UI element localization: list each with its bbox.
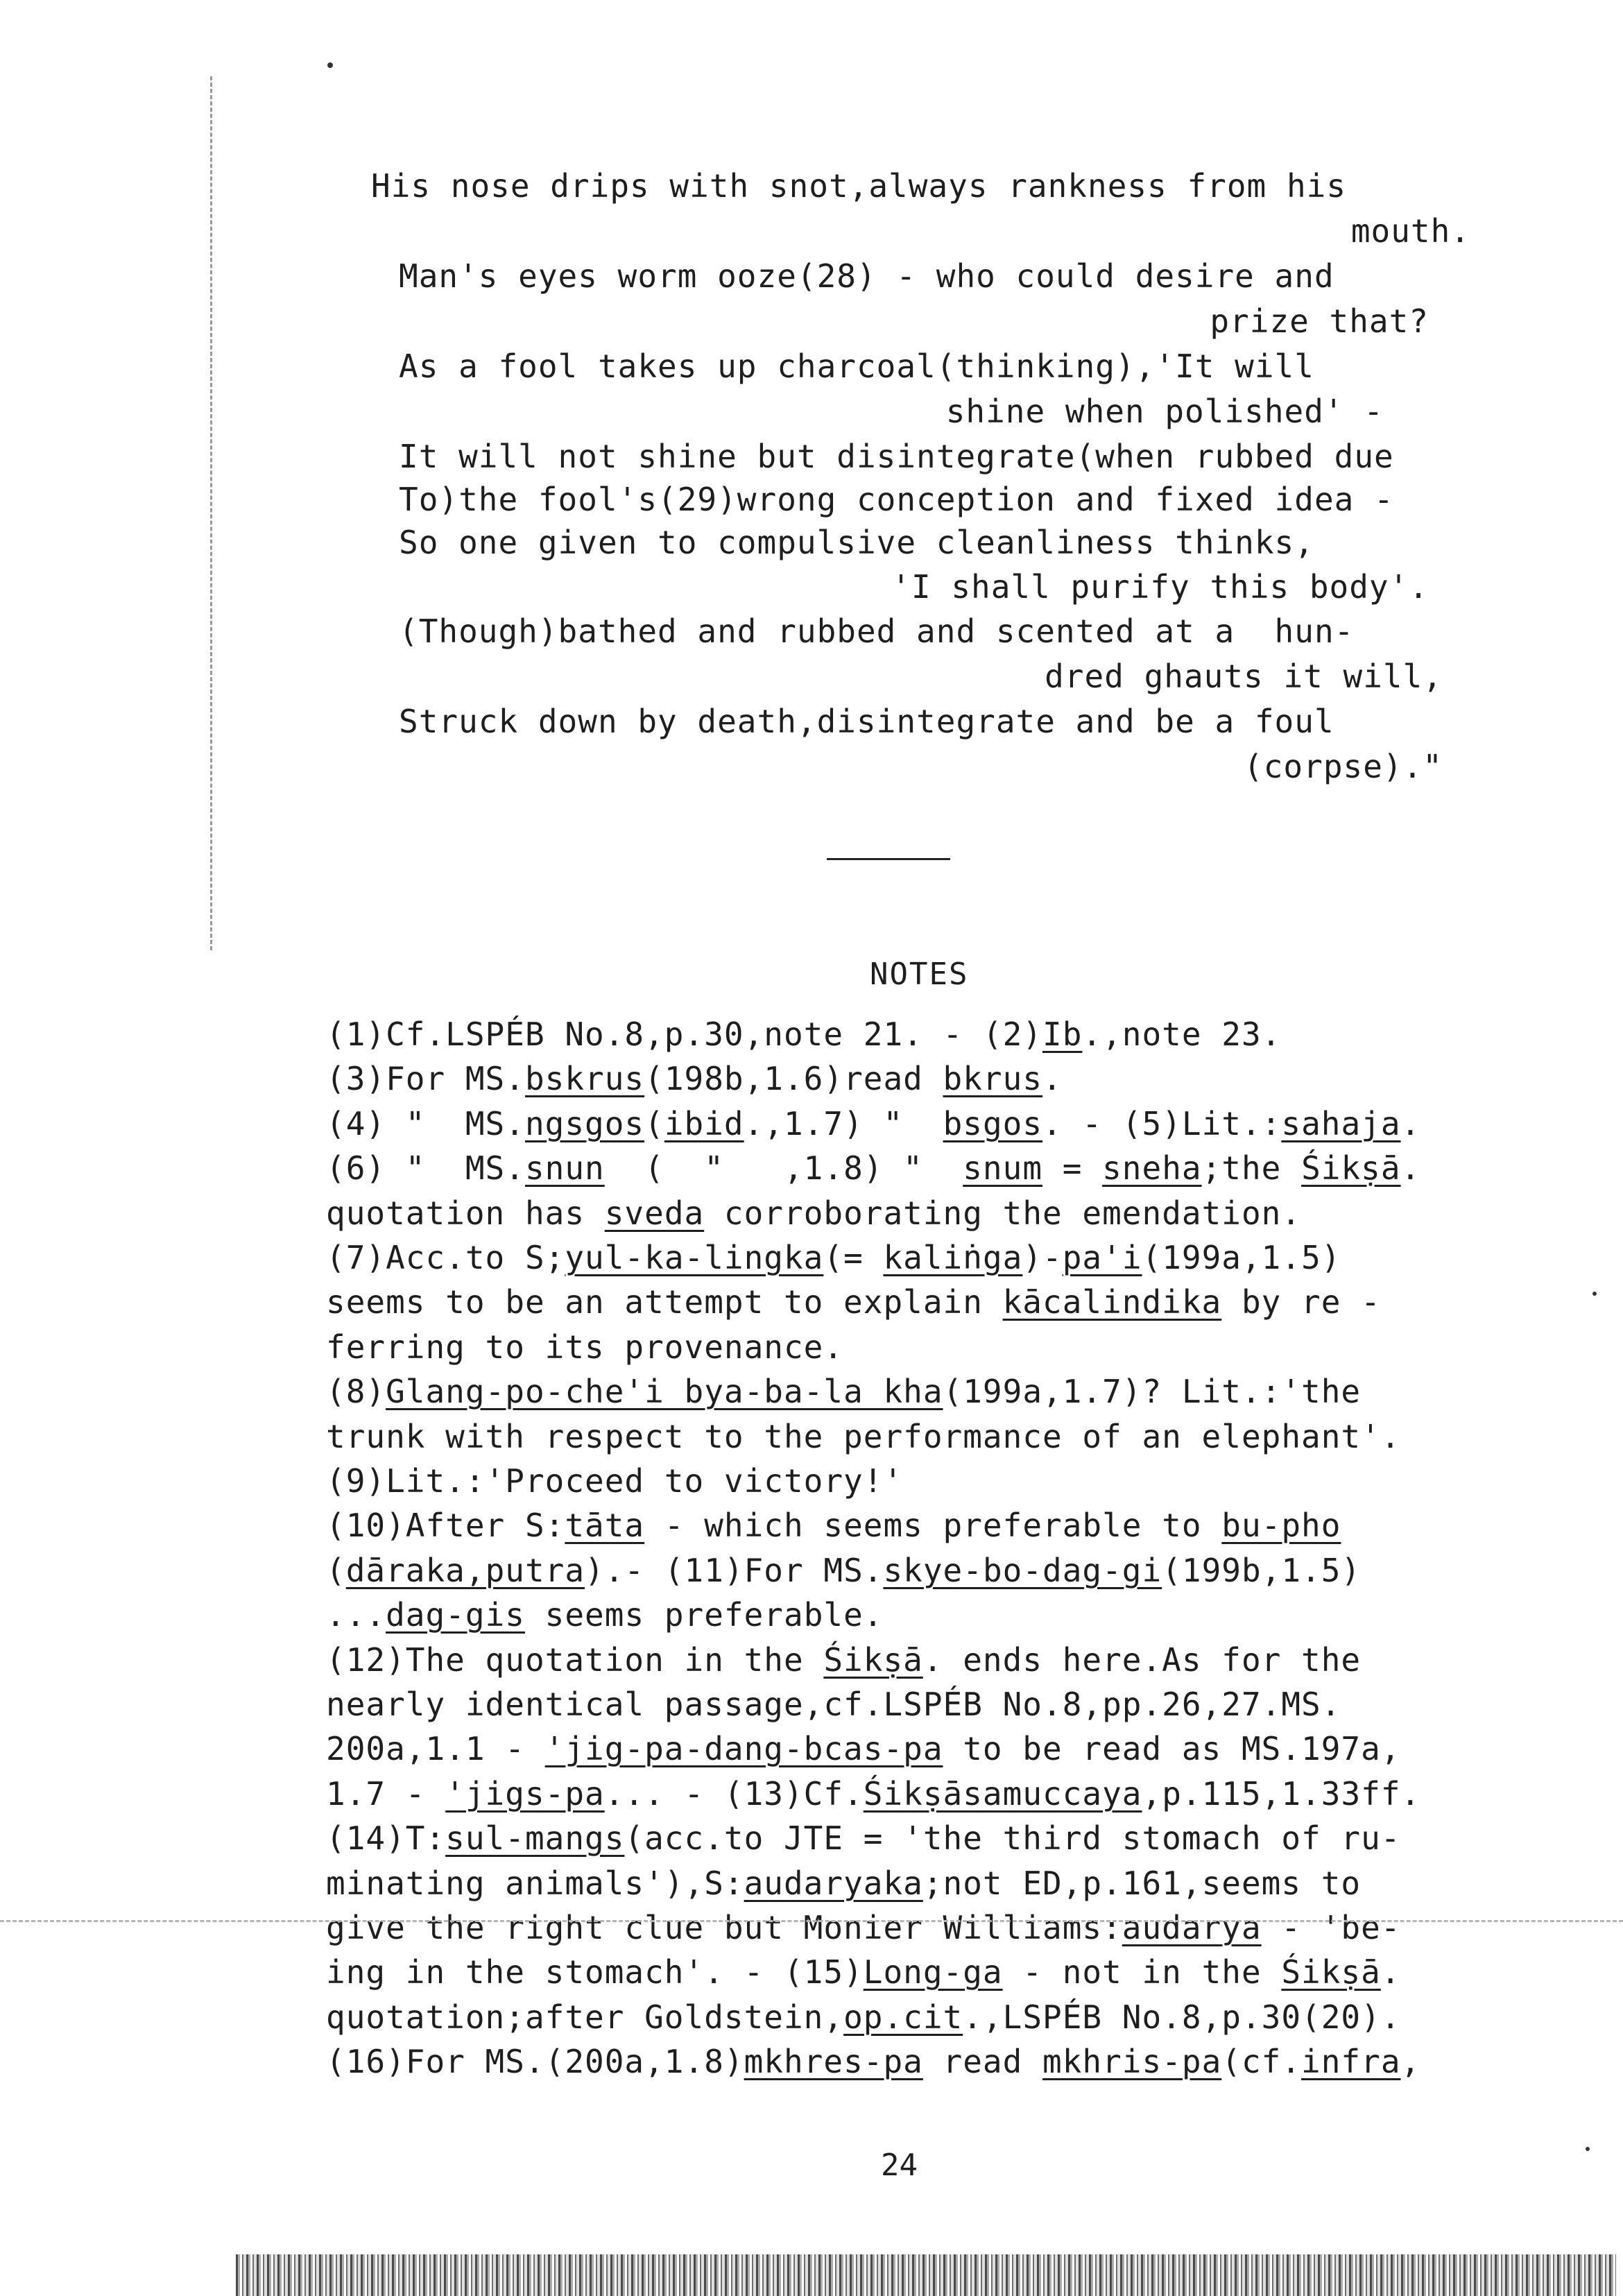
poem-line: It will not shine but disintegrate(when rubbed due xyxy=(399,438,1394,475)
underlined-term: dag-gis xyxy=(386,1596,525,1634)
note-line xyxy=(326,1461,1554,1501)
note-text: . xyxy=(1400,1149,1421,1187)
note-text: ( xyxy=(326,1552,346,1589)
note-text: ... - (13)Cf. xyxy=(604,1775,864,1813)
underlined-term: infra xyxy=(1301,2043,1401,2080)
underlined-term: Long-ga xyxy=(863,1953,1003,1991)
note-text: - not in the xyxy=(1002,1953,1282,1991)
note-line xyxy=(326,1684,1554,1724)
underlined-term: audarya xyxy=(1122,1909,1262,1946)
speck xyxy=(1586,2147,1590,2151)
underlined-term: tāta xyxy=(565,1507,645,1544)
note-line xyxy=(326,1416,1554,1457)
note-text: (1)Cf.LSPÉB No.8,p.30,note 21. - (2) xyxy=(326,1016,1042,1053)
section-divider xyxy=(827,858,950,860)
note-text: ,p.115,1.33ff. xyxy=(1142,1775,1421,1813)
note-text: . xyxy=(1400,1105,1421,1142)
note-line xyxy=(326,1148,1554,1188)
margin-line xyxy=(210,76,212,950)
note-text: 1.7 - xyxy=(326,1775,446,1813)
note-line xyxy=(326,1997,1554,2037)
poem-line: So one given to compulsive cleanliness thinks, xyxy=(399,524,1314,561)
scan-artifact-line xyxy=(0,1920,1623,1922)
note-line xyxy=(326,1014,1554,1054)
note-text: .,1.7) " xyxy=(744,1105,943,1142)
page-number: 24 xyxy=(881,2148,918,2183)
underlined-term: bsgos xyxy=(943,1105,1043,1142)
note-text: quotation;after Goldstein, xyxy=(326,1998,844,2036)
underlined-term: mkhres-pa xyxy=(744,2043,923,2080)
note-text: ;the xyxy=(1201,1149,1302,1187)
note-text: (199b,1.5) xyxy=(1162,1552,1362,1589)
note-line xyxy=(326,1104,1554,1144)
note-text: ( " ,1.8) " xyxy=(604,1149,963,1187)
note-line xyxy=(326,1193,1554,1233)
note-text: (10)After S: xyxy=(326,1507,565,1544)
note-text: seems preferable. xyxy=(524,1596,884,1634)
scan-noise-strip xyxy=(236,2254,1616,2296)
underlined-term: Ib xyxy=(1042,1016,1083,1053)
note-text: trunk with respect to the performance of an elephant'. xyxy=(326,1418,1401,1455)
note-text: (16)For MS.(200a,1.8) xyxy=(326,2043,744,2080)
note-text: (8) xyxy=(326,1373,386,1410)
underlined-term: Śikṣā xyxy=(1281,1953,1381,1991)
note-text: ).- (11)For MS. xyxy=(585,1552,884,1589)
note-text: ( xyxy=(644,1105,664,1142)
underlined-term: kācalindika xyxy=(1002,1283,1222,1321)
underlined-term: Śikṣā xyxy=(823,1641,923,1679)
poem-line: dred ghauts it will, xyxy=(1045,658,1443,695)
note-text: (4) " MS. xyxy=(326,1105,525,1142)
underlined-term: 'jigs-pa xyxy=(445,1775,605,1813)
underlined-term: ibid xyxy=(664,1105,744,1142)
notes-heading: NOTES xyxy=(870,957,969,992)
note-line xyxy=(326,1863,1554,1903)
underlined-term: audaryaka xyxy=(744,1865,923,1902)
note-text: .,note 23. xyxy=(1082,1016,1282,1053)
note-line xyxy=(326,2041,1554,2082)
note-text: (3)For MS. xyxy=(326,1060,525,1097)
note-text: (6) " MS. xyxy=(326,1149,525,1187)
note-line xyxy=(326,1550,1554,1591)
speck xyxy=(327,62,333,68)
note-text: to be read as MS.197a, xyxy=(943,1730,1401,1767)
note-text: ;not ED,p.161,seems to xyxy=(922,1865,1362,1902)
note-line xyxy=(326,1327,1554,1367)
underlined-term: bkrus xyxy=(943,1060,1043,1097)
underlined-term: kaliṅga xyxy=(883,1239,1023,1276)
note-text: (= xyxy=(823,1239,884,1276)
poem-line: (Though)bathed and rubbed and scented at a hun- xyxy=(399,612,1355,650)
note-text: (acc.to JTE = 'the third stomach of ru- xyxy=(624,1819,1401,1857)
underlined-term: bu-pho xyxy=(1221,1507,1341,1544)
note-line xyxy=(326,1059,1554,1099)
underlined-term: ngsgos xyxy=(524,1105,645,1142)
note-text: (9)Lit.:'Proceed to victory!' xyxy=(326,1462,904,1500)
note-text: ferring to its provenance. xyxy=(326,1328,844,1366)
underlined-term: Śikṣā xyxy=(1301,1149,1401,1187)
poem-line: As a fool takes up charcoal(thinking),'It will xyxy=(399,348,1314,385)
note-text: minating animals'),S: xyxy=(326,1865,744,1902)
note-text: .,LSPÉB No.8,p.30(20). xyxy=(963,1998,1401,2036)
underlined-term: Glang-po-che'i bya-ba-la kha xyxy=(386,1373,943,1410)
poem-line: prize that? xyxy=(1210,302,1429,340)
poem-line: shine when polished' - xyxy=(945,393,1384,430)
note-text: (14)T: xyxy=(326,1819,446,1857)
note-text: nearly identical passage,cf.LSPÉB No.8,pp.26,27.MS. xyxy=(326,1686,1341,1723)
underlined-term: sul-mangs xyxy=(445,1819,625,1857)
underlined-term: sneha xyxy=(1102,1149,1202,1187)
note-line xyxy=(326,1774,1554,1814)
note-text: ing in the stomach'. - (15) xyxy=(326,1953,864,1991)
note-line xyxy=(326,1952,1554,1992)
note-text: = xyxy=(1042,1149,1103,1187)
note-line xyxy=(326,1595,1554,1635)
note-text: - which seems preferable to xyxy=(644,1507,1222,1544)
note-line xyxy=(326,1640,1554,1680)
note-text: (7)Acc.to S; xyxy=(326,1239,565,1276)
note-text: , xyxy=(1400,2043,1421,2080)
note-text: quotation has xyxy=(326,1194,605,1232)
note-text: (198b,1.6)read xyxy=(644,1060,943,1097)
note-line xyxy=(326,1505,1554,1545)
note-line xyxy=(326,1282,1554,1322)
note-text: (199a,1.7)? Lit.:'the xyxy=(943,1373,1362,1410)
poem-line: mouth. xyxy=(1350,212,1470,250)
note-text: seems to be an attempt to explain xyxy=(326,1283,1003,1321)
underlined-term: sahaja xyxy=(1281,1105,1401,1142)
underlined-term: dāraka,putra xyxy=(345,1552,585,1589)
note-text: . xyxy=(1380,1953,1401,1991)
underlined-term: Śikṣāsamuccaya xyxy=(863,1775,1142,1813)
note-text: ... xyxy=(326,1596,386,1634)
poem-line: His nose drips with snot,always rankness from his xyxy=(371,167,1347,205)
underlined-term: yul-ka-lingka xyxy=(565,1239,824,1276)
underlined-term: skye-bo-dag-gi xyxy=(883,1552,1162,1589)
underlined-term: snun xyxy=(524,1149,605,1187)
note-text: by re - xyxy=(1221,1283,1381,1321)
note-line xyxy=(326,1729,1554,1769)
underlined-term: sveda xyxy=(604,1194,705,1232)
note-text: )- xyxy=(1022,1239,1063,1276)
underlined-term: op.cit xyxy=(843,1998,963,2036)
note-text: . ends here.As for the xyxy=(922,1641,1362,1679)
note-line xyxy=(326,1818,1554,1858)
poem-line: Man's eyes worm ooze(28) - who could desire and xyxy=(399,257,1334,295)
poem-line: Struck down by death,disintegrate and be a foul xyxy=(399,703,1334,740)
note-text: 200a,1.1 - xyxy=(326,1730,545,1767)
note-text: give the right clue but Monier Williams: xyxy=(326,1909,1122,1946)
underlined-term: bskrus xyxy=(524,1060,645,1097)
note-text: corroborating the emendation. xyxy=(704,1194,1302,1232)
underlined-term: 'jig-pa-dang-bcas-pa xyxy=(544,1730,943,1767)
note-text: . xyxy=(1042,1060,1063,1097)
note-line xyxy=(326,1371,1554,1412)
note-text: (cf. xyxy=(1221,2043,1302,2080)
note-text: . - (5)Lit.: xyxy=(1042,1105,1282,1142)
poem-line: To)the fool's(29)wrong conception and fixed idea - xyxy=(399,481,1394,518)
speck xyxy=(1592,1292,1597,1296)
note-text: - 'be- xyxy=(1261,1909,1401,1946)
note-text: (12)The quotation in the xyxy=(326,1641,824,1679)
note-text: (199a,1.5) xyxy=(1142,1239,1341,1276)
poem-line: (corpse)." xyxy=(1244,748,1443,785)
underlined-term: snum xyxy=(963,1149,1043,1187)
underlined-term: mkhris-pa xyxy=(1042,2043,1222,2080)
note-text: read xyxy=(922,2043,1043,2080)
note-line xyxy=(326,1908,1554,1948)
poem-line: 'I shall purify this body'. xyxy=(891,568,1429,606)
note-line xyxy=(326,1237,1554,1278)
underlined-term: pa'i xyxy=(1062,1239,1142,1276)
